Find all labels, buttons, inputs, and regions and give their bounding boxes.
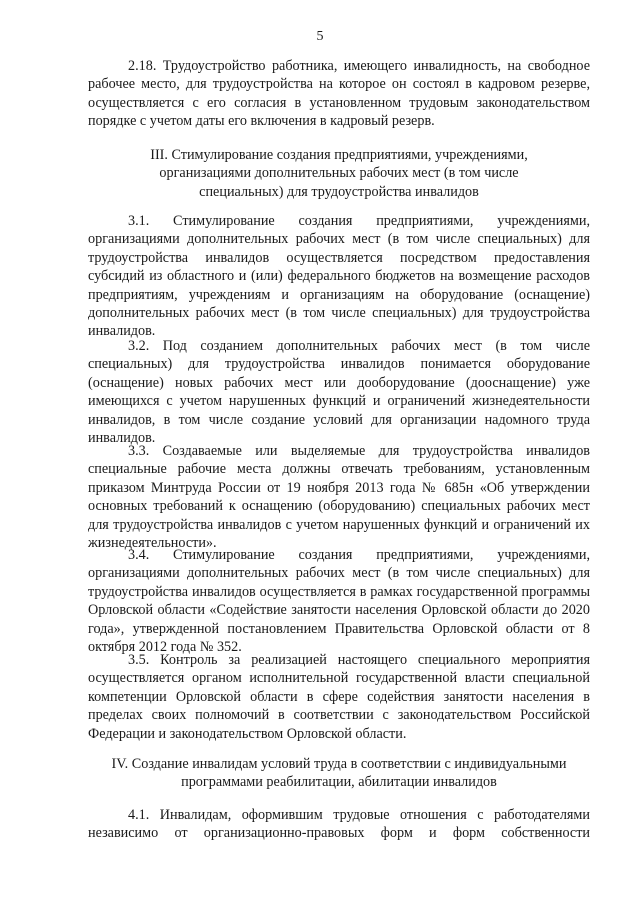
clause-3-1 bbox=[88, 212, 590, 341]
clause-3-5 bbox=[88, 651, 590, 743]
clause-4-1 bbox=[88, 806, 590, 843]
page-number: 5 bbox=[316, 29, 324, 44]
section-3-heading bbox=[88, 146, 590, 201]
clause-3-2-text: 3.2. Под созданием дополнительных рабочих мест (в том числе специальных) для трудоустройства инвалидов понимается оборудование (оснащение) новых рабочих мест или дооборудование (дооснащение) уже имеющихся с учетом нарушенных функций и ограничений жизнедеятельности инвалидов, в том числе создание условий для организации надомного труда инвалидов. bbox=[88, 338, 590, 447]
section-3-title: III. Стимулирование создания предприятиями, учреждениями, организациями дополнительных рабочих мест (в том числе специальных) для трудоустройства инвалидов bbox=[150, 147, 528, 200]
clause-3-2 bbox=[88, 337, 590, 447]
section-4-heading bbox=[88, 755, 590, 792]
clause-3-3 bbox=[88, 442, 590, 552]
clause-3-4 bbox=[88, 546, 590, 656]
clause-2-18 bbox=[88, 57, 590, 131]
clause-3-3-text: 3.3. Создаваемые или выделяемые для трудоустройства инвалидов специальные рабочие места должны отвечать требованиям, установленным приказом Минтруда России от 19 ноября 2013 года № 685н «Об утверждении основных требований к оснащению (оборудованию) специальных рабочих мест для трудоустройства инвалидов с учетом нарушенных функций и ограничений их жизнедеятельности». bbox=[88, 443, 590, 552]
clause-4-1-text: 4.1. Инвалидам, оформившим трудовые отношения с работодателями независимо от организационно-правовых форм и форм собственности bbox=[88, 807, 590, 842]
clause-2-18-text: 2.18. Трудоустройство работника, имеющего инвалидность, на свободное рабочее место, для трудоустройства на которое он состоял в кадровом резерве, осуществляется с его согласия в установленном трудовым законодательством порядке с учетом даты его включения в кадровый резерв. bbox=[88, 58, 590, 130]
section-4-title: IV. Создание инвалидам условий труда в соответствии с индивидуальными программами реабилитации, абилитации инвалидов bbox=[111, 756, 567, 791]
clause-3-4-text: 3.4. Стимулирование создания предприятиями, учреждениями, организациями дополнительных рабочих мест (в том числе специальных) для трудоустройства инвалидов осуществляется в рамках государственной программы Орловской области «Содействие занятости населения Орловской области до 2020 года», утвержденной постановлением Правительства Орловской области от 8 октября 2012 года № 352. bbox=[88, 547, 590, 656]
clause-3-1-text: 3.1. Стимулирование создания предприятиями, учреждениями, организациями дополнительных рабочих мест (в том числе специальных) для трудоустройства инвалидов осуществляется посредством предоставления субсидий из областного и (или) федерального бюджетов на возмещение расходов предприятиям, учреждениям и организациям на оборудование (оснащение) дополнительных рабочих мест (в том числе специальных) для трудоустройства инвалидов. bbox=[88, 213, 590, 340]
clause-3-5-text: 3.5. Контроль за реализацией настоящего специального мероприятия осуществляется органом исполнительной государственной власти специальной компетенции Орловской области в сфере содействия занятости населения в пределах своих полномочий в соответствии с законодательством Российской Федерации и законодательством Орловской области. bbox=[88, 652, 590, 742]
